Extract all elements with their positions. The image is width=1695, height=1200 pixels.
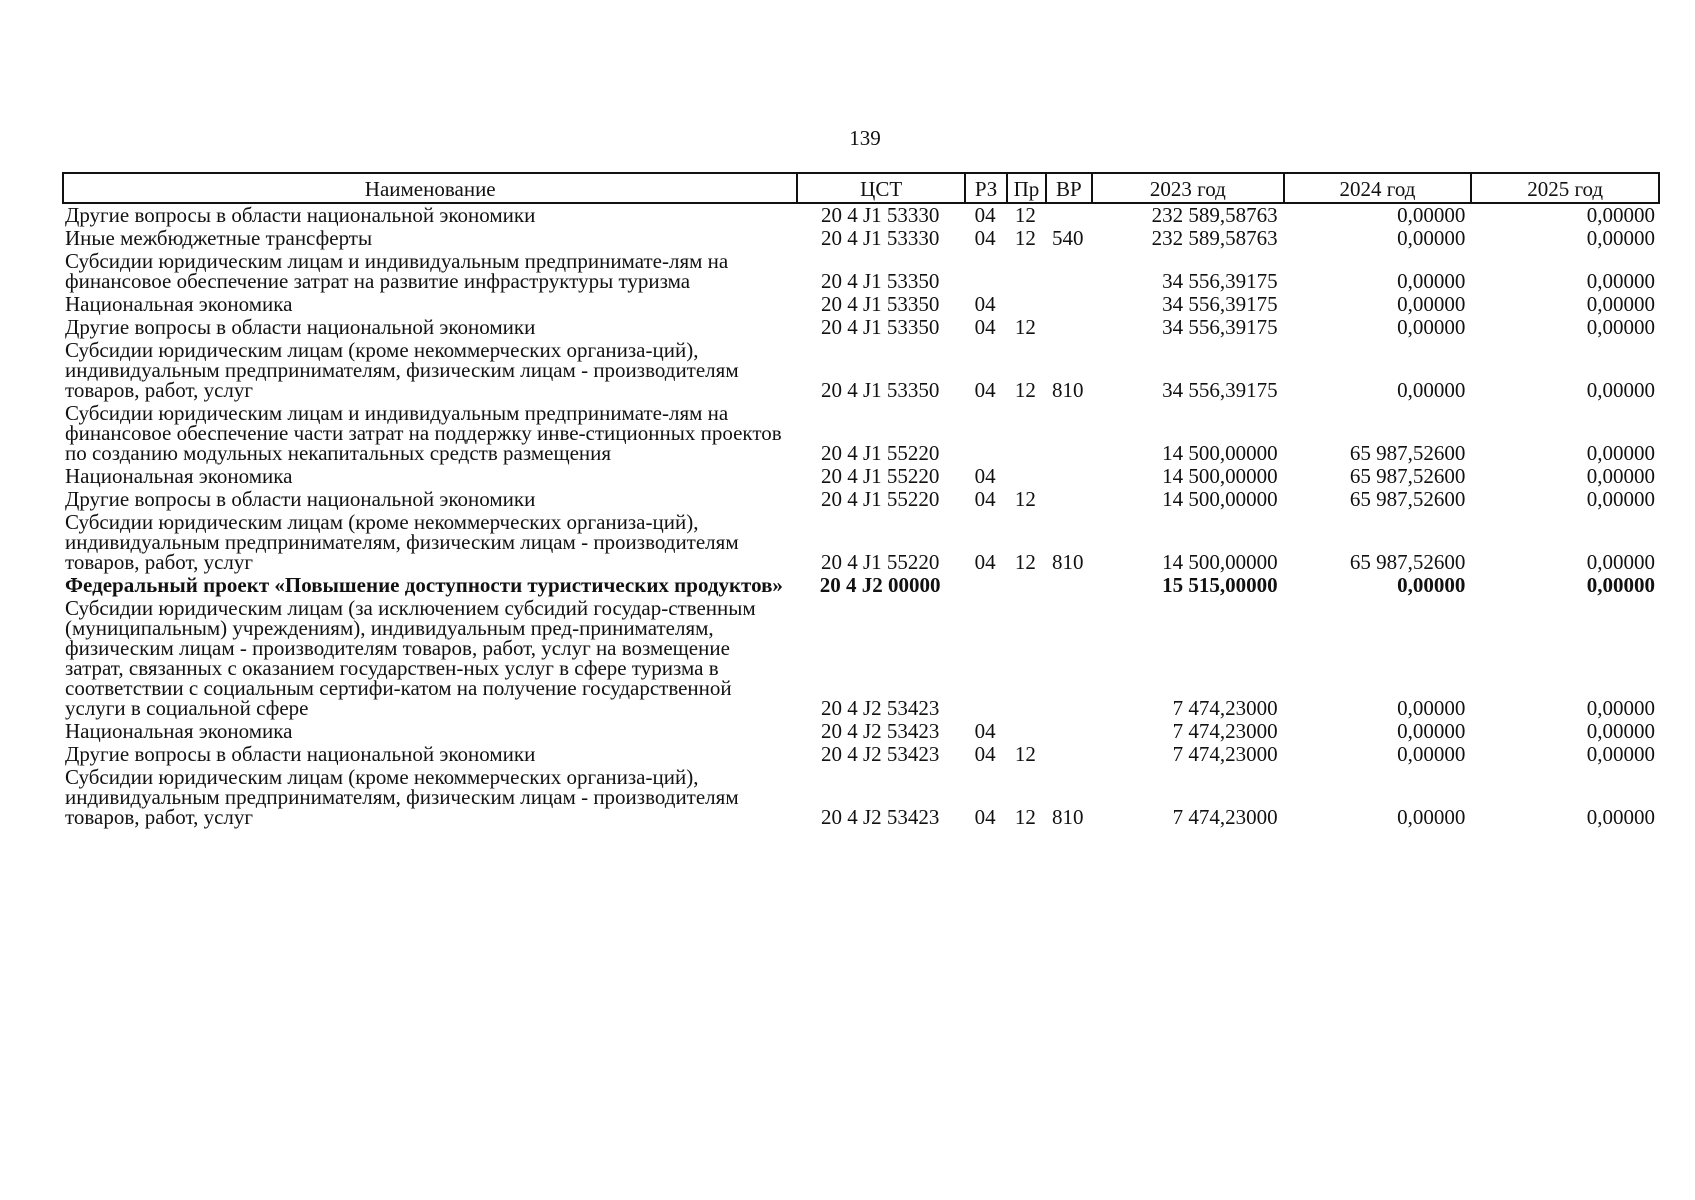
row-amount-2025: 0,00000: [1586, 378, 1655, 402]
row-rz: 04: [974, 464, 996, 488]
row-amount-2023: 34 556,39175: [1162, 378, 1278, 402]
row-amount-2025: 0,00000: [1586, 805, 1655, 829]
row-amount-2024: 0,00000: [1397, 203, 1466, 227]
row-name: Другие вопросы в области национальной экономики: [65, 203, 536, 227]
row-name: Национальная экономика: [65, 464, 293, 488]
row-cst-code: 20 4 J2 53423: [820, 742, 940, 766]
table-row: [63, 511, 1659, 574]
table-row: [63, 316, 1659, 339]
table-row: [63, 743, 1659, 766]
header-2023: 2023 год: [1092, 173, 1284, 203]
row-rz: 04: [974, 719, 996, 743]
row-vr: [1046, 574, 1092, 597]
row-amount-2024: 65 987,52600: [1349, 464, 1466, 488]
row-cst-code: 20 4 J1 55220: [820, 464, 940, 488]
row-amount-2024: 0,00000: [1397, 292, 1466, 316]
row-vr: 810: [1052, 378, 1084, 402]
row-pr: 12: [1014, 742, 1036, 766]
row-name: Субсидии юридическим лицам (кроме некоммерческих организа-ций), индивидуальным предпринимателям, физическим лицам - производителям товаров, работ, услуг: [65, 338, 739, 402]
row-amount-2024: 0,00000: [1397, 573, 1466, 597]
row-vr: 810: [1052, 550, 1084, 574]
row-pr: 12: [1014, 378, 1036, 402]
row-amount-2023: 34 556,39175: [1162, 315, 1278, 339]
row-rz: 04: [974, 742, 996, 766]
row-amount-2023: 7 474,23000: [1172, 742, 1278, 766]
table-row: [63, 465, 1659, 488]
table-row: [63, 402, 1659, 465]
row-amount-2023: 34 556,39175: [1162, 269, 1278, 293]
row-name: Национальная экономика: [65, 719, 293, 743]
row-cst-code: 20 4 J1 53350: [820, 292, 940, 316]
row-amount-2025: 0,00000: [1586, 487, 1655, 511]
row-vr: [1046, 402, 1092, 465]
table-row: [63, 720, 1659, 743]
row-amount-2025: 0,00000: [1586, 292, 1655, 316]
row-cst-code: 20 4 J1 53350: [820, 315, 940, 339]
row-pr: [1007, 597, 1045, 720]
row-pr: [1007, 293, 1045, 316]
table-row: [63, 203, 1659, 227]
row-amount-2025: 0,00000: [1586, 464, 1655, 488]
row-rz: 04: [974, 315, 996, 339]
table-row: [63, 293, 1659, 316]
row-rz: 04: [974, 550, 996, 574]
row-cst-code: 20 4 J2 53423: [820, 805, 940, 829]
table-row: [63, 766, 1659, 829]
row-amount-2023: 7 474,23000: [1172, 696, 1278, 720]
row-pr: [1007, 720, 1045, 743]
row-amount-2024: 65 987,52600: [1349, 550, 1466, 574]
budget-table: [62, 172, 1660, 829]
row-amount-2025: 0,00000: [1586, 550, 1655, 574]
row-rz: [965, 597, 1007, 720]
row-amount-2025: 0,00000: [1586, 573, 1655, 597]
row-amount-2025: 0,00000: [1586, 696, 1655, 720]
row-name: Субсидии юридическим лицам (кроме некоммерческих организа-ций), индивидуальным предпринимателям, физическим лицам - производителям товаров, работ, услуг: [65, 510, 739, 574]
row-vr: [1046, 203, 1092, 227]
row-cst-code: 20 4 J1 55220: [820, 487, 940, 511]
row-cst-code: 20 4 J1 53350: [820, 378, 940, 402]
row-name: Федеральный проект «Повышение доступности туристических продуктов»: [65, 573, 783, 597]
row-amount-2023: 34 556,39175: [1162, 292, 1278, 316]
row-vr: [1046, 743, 1092, 766]
row-cst-code: 20 4 J2 53423: [820, 719, 940, 743]
row-amount-2025: 0,00000: [1586, 719, 1655, 743]
row-pr: 12: [1014, 203, 1036, 227]
row-amount-2025: 0,00000: [1586, 226, 1655, 250]
row-amount-2023: 14 500,00000: [1162, 464, 1278, 488]
row-amount-2025: 0,00000: [1586, 269, 1655, 293]
row-amount-2023: 14 500,00000: [1162, 487, 1278, 511]
row-name: Другие вопросы в области национальной экономики: [65, 315, 536, 339]
table-row: [63, 250, 1659, 293]
table-header: [63, 173, 1659, 203]
row-amount-2024: 0,00000: [1397, 719, 1466, 743]
row-cst-code: 20 4 J1 55220: [820, 441, 940, 465]
row-amount-2023: 232 589,58763: [1151, 226, 1278, 250]
row-amount-2025: 0,00000: [1586, 742, 1655, 766]
row-rz: 04: [974, 226, 996, 250]
row-rz: 04: [974, 203, 996, 227]
row-rz: [965, 574, 1007, 597]
row-cst-code: 20 4 J1 53330: [820, 226, 940, 250]
row-pr: [1007, 250, 1045, 293]
row-vr: [1046, 720, 1092, 743]
row-name: Субсидии юридическим лицам (за исключением субсидий государ-ственным (муниципальным) учреждениям), индивидуальным пред-принимателям, физическим лицам - производителям товаров, работ, услуг на возмещение затрат, связанных с оказанием государствен-ных услуг в сфере туризма в соответствии с социальным сертифи-катом на получение государственной услуги в социальной сфере: [65, 596, 756, 720]
row-rz: 04: [974, 292, 996, 316]
table-row: [63, 597, 1659, 720]
row-vr: [1046, 465, 1092, 488]
table-row: [63, 488, 1659, 511]
row-vr: [1046, 488, 1092, 511]
row-amount-2024: 0,00000: [1397, 696, 1466, 720]
row-pr: [1007, 402, 1045, 465]
row-name: Другие вопросы в области национальной экономики: [65, 742, 536, 766]
row-vr: [1046, 597, 1092, 720]
row-amount-2023: 7 474,23000: [1172, 719, 1278, 743]
row-vr: 810: [1052, 805, 1084, 829]
row-pr: 12: [1014, 487, 1036, 511]
row-cst-code: 20 4 J2 53423: [820, 696, 940, 720]
row-amount-2023: 14 500,00000: [1162, 441, 1278, 465]
table-row: [63, 574, 1659, 597]
row-cst-code: 20 4 J2 00000: [819, 573, 941, 597]
row-cst-code: 20 4 J1 53350: [820, 269, 940, 293]
row-pr: 12: [1014, 550, 1036, 574]
table-row: [63, 227, 1659, 250]
row-rz: [965, 402, 1007, 465]
row-rz: 04: [974, 378, 996, 402]
header-2025: 2025 год: [1471, 173, 1659, 203]
row-amount-2025: 0,00000: [1586, 441, 1655, 465]
row-name: Субсидии юридическим лицам и индивидуальным предпринимате-лям на финансовое обеспечение части затрат на поддержку инве-стиционных проектов по созданию модульных некапитальных средств размещения: [65, 401, 782, 465]
row-rz: [965, 250, 1007, 293]
row-pr: 12: [1014, 805, 1036, 829]
row-amount-2023: 15 515,00000: [1162, 573, 1278, 597]
header-pr: Пр: [1007, 173, 1045, 203]
row-amount-2024: 0,00000: [1397, 742, 1466, 766]
row-name: Иные межбюджетные трансферты: [65, 226, 373, 250]
row-pr: 12: [1014, 315, 1036, 339]
row-vr: [1046, 250, 1092, 293]
row-rz: 04: [974, 487, 996, 511]
header-cst: ЦСТ: [797, 173, 964, 203]
row-name: Субсидии юридическим лицам (кроме некоммерческих организа-ций), индивидуальным предпринимателям, физическим лицам - производителям товаров, работ, услуг: [65, 765, 739, 829]
row-amount-2024: 0,00000: [1397, 315, 1466, 339]
header-vr: ВР: [1046, 173, 1092, 203]
table-row: [63, 339, 1659, 402]
row-vr: 540: [1052, 226, 1084, 250]
header-name: Наименование: [63, 173, 797, 203]
row-name: Национальная экономика: [65, 292, 293, 316]
header-2024: 2024 год: [1284, 173, 1472, 203]
row-vr: [1046, 316, 1092, 339]
row-amount-2025: 0,00000: [1586, 315, 1655, 339]
row-vr: [1046, 293, 1092, 316]
row-pr: [1007, 465, 1045, 488]
row-pr: 12: [1014, 226, 1036, 250]
row-name: Субсидии юридическим лицам и индивидуальным предпринимате-лям на финансовое обеспечение затрат на развитие инфраструктуры туризма: [65, 249, 729, 293]
row-amount-2024: 0,00000: [1397, 226, 1466, 250]
row-amount-2024: 0,00000: [1397, 378, 1466, 402]
header-rz: РЗ: [965, 173, 1007, 203]
row-amount-2023: 232 589,58763: [1151, 203, 1278, 227]
row-name: Другие вопросы в области национальной экономики: [65, 487, 536, 511]
row-amount-2023: 14 500,00000: [1162, 550, 1278, 574]
table-body: [63, 203, 1659, 829]
row-amount-2024: 0,00000: [1397, 805, 1466, 829]
row-amount-2023: 7 474,23000: [1172, 805, 1278, 829]
row-rz: 04: [974, 805, 996, 829]
page-number: 139: [849, 126, 881, 150]
row-cst-code: 20 4 J1 55220: [820, 550, 940, 574]
row-pr: [1007, 574, 1045, 597]
row-amount-2025: 0,00000: [1586, 203, 1655, 227]
row-amount-2024: 65 987,52600: [1349, 487, 1466, 511]
row-amount-2024: 0,00000: [1397, 269, 1466, 293]
row-cst-code: 20 4 J1 53330: [820, 203, 940, 227]
row-amount-2024: 65 987,52600: [1349, 441, 1466, 465]
